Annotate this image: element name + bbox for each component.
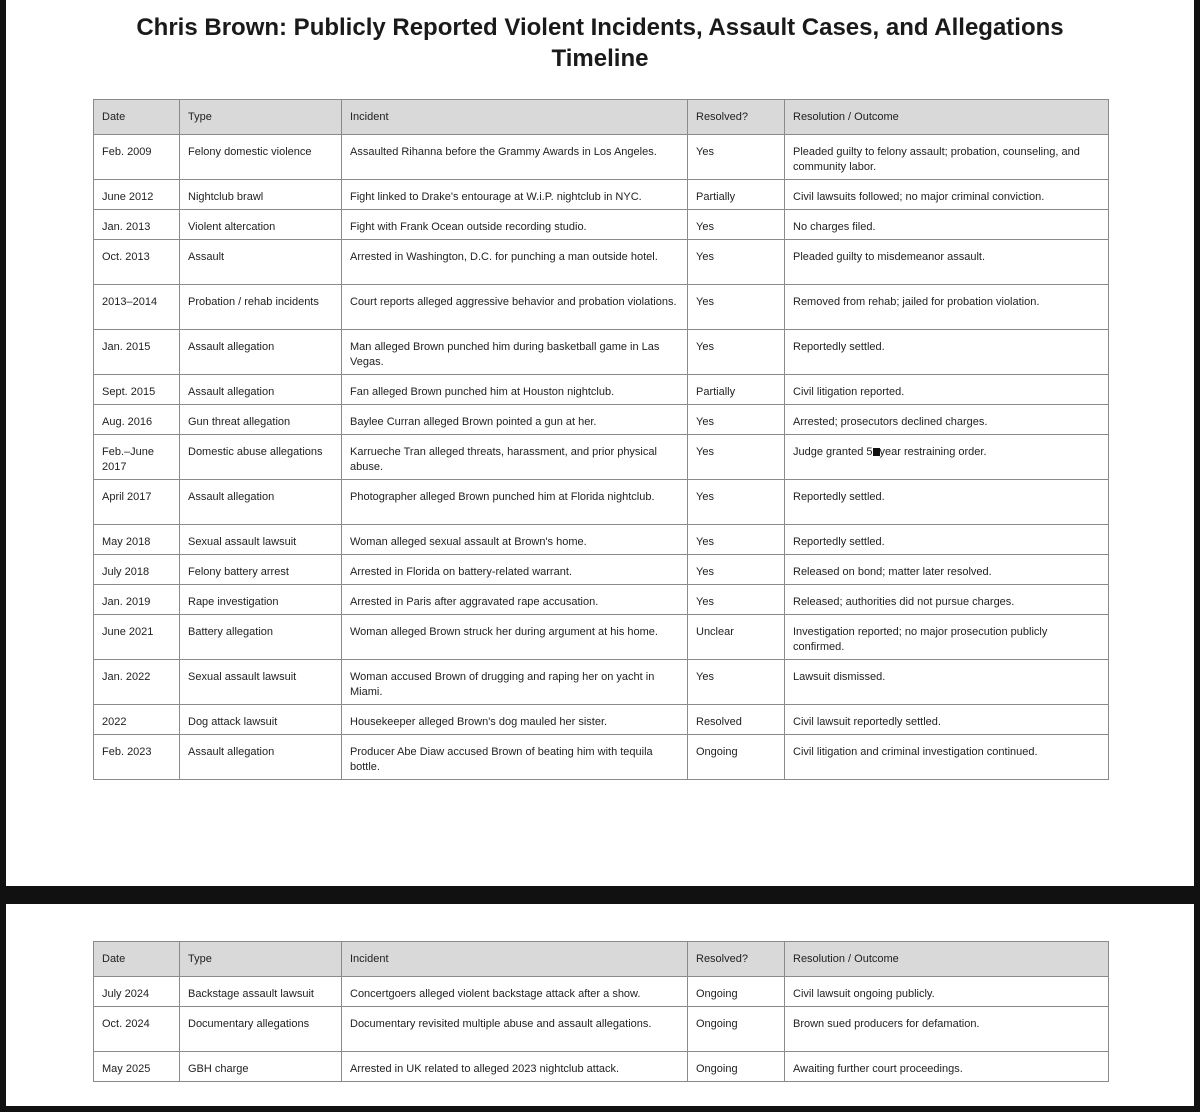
cell-outcome: Lawsuit dismissed. xyxy=(785,660,1109,705)
cell-date: June 2021 xyxy=(94,615,180,660)
cell-incident: Woman alleged sexual assault at Brown's home. xyxy=(342,525,688,555)
cell-type: Assault allegation xyxy=(180,330,342,375)
cell-outcome: Civil litigation reported. xyxy=(785,375,1109,405)
header-resolved: Resolved? xyxy=(688,100,785,135)
cell-outcome: Removed from rehab; jailed for probation violation. xyxy=(785,285,1109,330)
cell-type: Assault allegation xyxy=(180,480,342,525)
cell-resolved: Yes xyxy=(688,405,785,435)
cell-incident: Arrested in Paris after aggravated rape accusation. xyxy=(342,585,688,615)
cell-type: Domestic abuse allegations xyxy=(180,435,342,480)
cell-resolved: Yes xyxy=(688,525,785,555)
cell-incident: Concertgoers alleged violent backstage attack after a show. xyxy=(342,977,688,1007)
cell-outcome: Reportedly settled. xyxy=(785,525,1109,555)
cell-type: Felony battery arrest xyxy=(180,555,342,585)
table-row xyxy=(94,210,1109,240)
cell-resolved: Yes xyxy=(688,285,785,330)
cell-incident: Man alleged Brown punched him during basketball game in Las Vegas. xyxy=(342,330,688,375)
cell-type: Gun threat allegation xyxy=(180,405,342,435)
table-row xyxy=(94,135,1109,180)
cell-outcome: Released on bond; matter later resolved. xyxy=(785,555,1109,585)
document-page-2 xyxy=(6,904,1194,1106)
cell-type: Assault xyxy=(180,240,342,285)
cell-date: June 2012 xyxy=(94,180,180,210)
cell-incident: Arrested in Florida on battery-related warrant. xyxy=(342,555,688,585)
cell-type: Assault allegation xyxy=(180,735,342,780)
cell-date: May 2025 xyxy=(94,1052,180,1082)
cell-resolved: Yes xyxy=(688,480,785,525)
cell-date: July 2024 xyxy=(94,977,180,1007)
cell-date: Jan. 2013 xyxy=(94,210,180,240)
header-date: Date xyxy=(94,100,180,135)
cell-incident: Woman accused Brown of drugging and raping her on yacht in Miami. xyxy=(342,660,688,705)
cell-date: Feb. 2023 xyxy=(94,735,180,780)
table-row xyxy=(94,660,1109,705)
cell-incident: Documentary revisited multiple abuse and assault allegations. xyxy=(342,1007,688,1052)
cell-date: Sept. 2015 xyxy=(94,375,180,405)
cell-incident: Housekeeper alleged Brown's dog mauled her sister. xyxy=(342,705,688,735)
cell-resolved: Resolved xyxy=(688,705,785,735)
cell-outcome: Reportedly settled. xyxy=(785,480,1109,525)
cell-outcome: No charges filed. xyxy=(785,210,1109,240)
cell-outcome: Awaiting further court proceedings. xyxy=(785,1052,1109,1082)
table-row xyxy=(94,180,1109,210)
cell-date: Oct. 2024 xyxy=(94,1007,180,1052)
cell-type: Nightclub brawl xyxy=(180,180,342,210)
header-outcome: Resolution / Outcome xyxy=(785,100,1109,135)
cell-type: Sexual assault lawsuit xyxy=(180,660,342,705)
header-resolved: Resolved? xyxy=(688,942,785,977)
table-row xyxy=(94,1052,1109,1082)
cell-date: Jan. 2019 xyxy=(94,585,180,615)
cell-outcome: Pleaded guilty to misdemeanor assault. xyxy=(785,240,1109,285)
cell-resolved: Yes xyxy=(688,240,785,285)
cell-incident: Woman alleged Brown struck her during argument at his home. xyxy=(342,615,688,660)
title-line-2: Timeline xyxy=(551,45,649,72)
cell-incident: Assaulted Rihanna before the Grammy Awards in Los Angeles. xyxy=(342,135,688,180)
cell-outcome: Pleaded guilty to felony assault; probation, counseling, and community labor. xyxy=(785,135,1109,180)
cell-incident: Court reports alleged aggressive behavior and probation violations. xyxy=(342,285,688,330)
outcome-part-1: Judge granted 5 xyxy=(793,446,873,458)
cell-resolved: Yes xyxy=(688,435,785,480)
cell-outcome: Civil lawsuit reportedly settled. xyxy=(785,705,1109,735)
cell-incident: Arrested in UK related to alleged 2023 nightclub attack. xyxy=(342,1052,688,1082)
cell-type: Sexual assault lawsuit xyxy=(180,525,342,555)
cell-date: Oct. 2013 xyxy=(94,240,180,285)
cell-resolved: Yes xyxy=(688,210,785,240)
header-incident: Incident xyxy=(342,942,688,977)
table-row xyxy=(94,435,1109,480)
header-type: Type xyxy=(180,942,342,977)
table-row xyxy=(94,705,1109,735)
table-row xyxy=(94,1007,1109,1052)
table-row xyxy=(94,615,1109,660)
cell-outcome: Reportedly settled. xyxy=(785,330,1109,375)
header-type: Type xyxy=(180,100,342,135)
table-header-row xyxy=(94,100,1109,135)
cell-incident: Baylee Curran alleged Brown pointed a gun at her. xyxy=(342,405,688,435)
cell-incident: Fan alleged Brown punched him at Houston nightclub. xyxy=(342,375,688,405)
cell-incident: Fight with Frank Ocean outside recording studio. xyxy=(342,210,688,240)
cell-date: Jan. 2022 xyxy=(94,660,180,705)
cell-incident: Karrueche Tran alleged threats, harassment, and prior physical abuse. xyxy=(342,435,688,480)
cell-outcome: Investigation reported; no major prosecution publicly confirmed. xyxy=(785,615,1109,660)
cell-type: GBH charge xyxy=(180,1052,342,1082)
table-row xyxy=(94,240,1109,285)
cell-date: Feb.–June 2017 xyxy=(94,435,180,480)
table-row xyxy=(94,330,1109,375)
cell-resolved: Ongoing xyxy=(688,735,785,780)
cell-date: July 2018 xyxy=(94,555,180,585)
header-date: Date xyxy=(94,942,180,977)
table-row xyxy=(94,480,1109,525)
cell-type: Rape investigation xyxy=(180,585,342,615)
cell-date: Aug. 2016 xyxy=(94,405,180,435)
cell-incident: Producer Abe Diaw accused Brown of beating him with tequila bottle. xyxy=(342,735,688,780)
title-line-1: Chris Brown: Publicly Reported Violent Incidents, Assault Cases, and Allegations xyxy=(136,14,1064,41)
header-incident: Incident xyxy=(342,100,688,135)
table-row xyxy=(94,977,1109,1007)
table-row xyxy=(94,735,1109,780)
cell-resolved: Partially xyxy=(688,180,785,210)
cell-type: Assault allegation xyxy=(180,375,342,405)
cell-resolved: Ongoing xyxy=(688,1052,785,1082)
cell-resolved: Ongoing xyxy=(688,977,785,1007)
cell-outcome: Civil lawsuit ongoing publicly. xyxy=(785,977,1109,1007)
cell-resolved: Yes xyxy=(688,330,785,375)
cell-resolved: Yes xyxy=(688,135,785,180)
cell-resolved: Yes xyxy=(688,585,785,615)
cell-resolved: Unclear xyxy=(688,615,785,660)
redaction-mark xyxy=(873,448,880,456)
cell-date: Jan. 2015 xyxy=(94,330,180,375)
document-title xyxy=(6,12,1194,74)
cell-outcome: Civil litigation and criminal investigation continued. xyxy=(785,735,1109,780)
table-row xyxy=(94,405,1109,435)
incidents-table-continued xyxy=(93,941,1109,1082)
cell-date: 2022 xyxy=(94,705,180,735)
header-outcome: Resolution / Outcome xyxy=(785,942,1109,977)
table-row xyxy=(94,285,1109,330)
outcome-part-2: year restraining order. xyxy=(879,446,987,458)
cell-date: Feb. 2009 xyxy=(94,135,180,180)
cell-outcome: Civil lawsuits followed; no major criminal conviction. xyxy=(785,180,1109,210)
cell-type: Backstage assault lawsuit xyxy=(180,977,342,1007)
table-row xyxy=(94,525,1109,555)
table-row xyxy=(94,375,1109,405)
cell-type: Documentary allegations xyxy=(180,1007,342,1052)
cell-type: Probation / rehab incidents xyxy=(180,285,342,330)
cell-type: Battery allegation xyxy=(180,615,342,660)
cell-date: April 2017 xyxy=(94,480,180,525)
table-row xyxy=(94,555,1109,585)
cell-incident: Fight linked to Drake's entourage at W.i.P. nightclub in NYC. xyxy=(342,180,688,210)
cell-outcome: Released; authorities did not pursue charges. xyxy=(785,585,1109,615)
cell-date: 2013–2014 xyxy=(94,285,180,330)
cell-incident: Arrested in Washington, D.C. for punching a man outside hotel. xyxy=(342,240,688,285)
cell-type: Violent altercation xyxy=(180,210,342,240)
table-header-row xyxy=(94,942,1109,977)
cell-incident: Photographer alleged Brown punched him at Florida nightclub. xyxy=(342,480,688,525)
cell-resolved: Ongoing xyxy=(688,1007,785,1052)
cell-resolved: Yes xyxy=(688,660,785,705)
cell-resolved: Partially xyxy=(688,375,785,405)
cell-outcome xyxy=(785,435,1109,480)
table-row xyxy=(94,585,1109,615)
cell-date: May 2018 xyxy=(94,525,180,555)
cell-type: Dog attack lawsuit xyxy=(180,705,342,735)
document-page-1 xyxy=(6,0,1194,886)
incidents-table xyxy=(93,99,1109,780)
cell-outcome: Brown sued producers for defamation. xyxy=(785,1007,1109,1052)
cell-outcome: Arrested; prosecutors declined charges. xyxy=(785,405,1109,435)
cell-resolved: Yes xyxy=(688,555,785,585)
cell-type: Felony domestic violence xyxy=(180,135,342,180)
